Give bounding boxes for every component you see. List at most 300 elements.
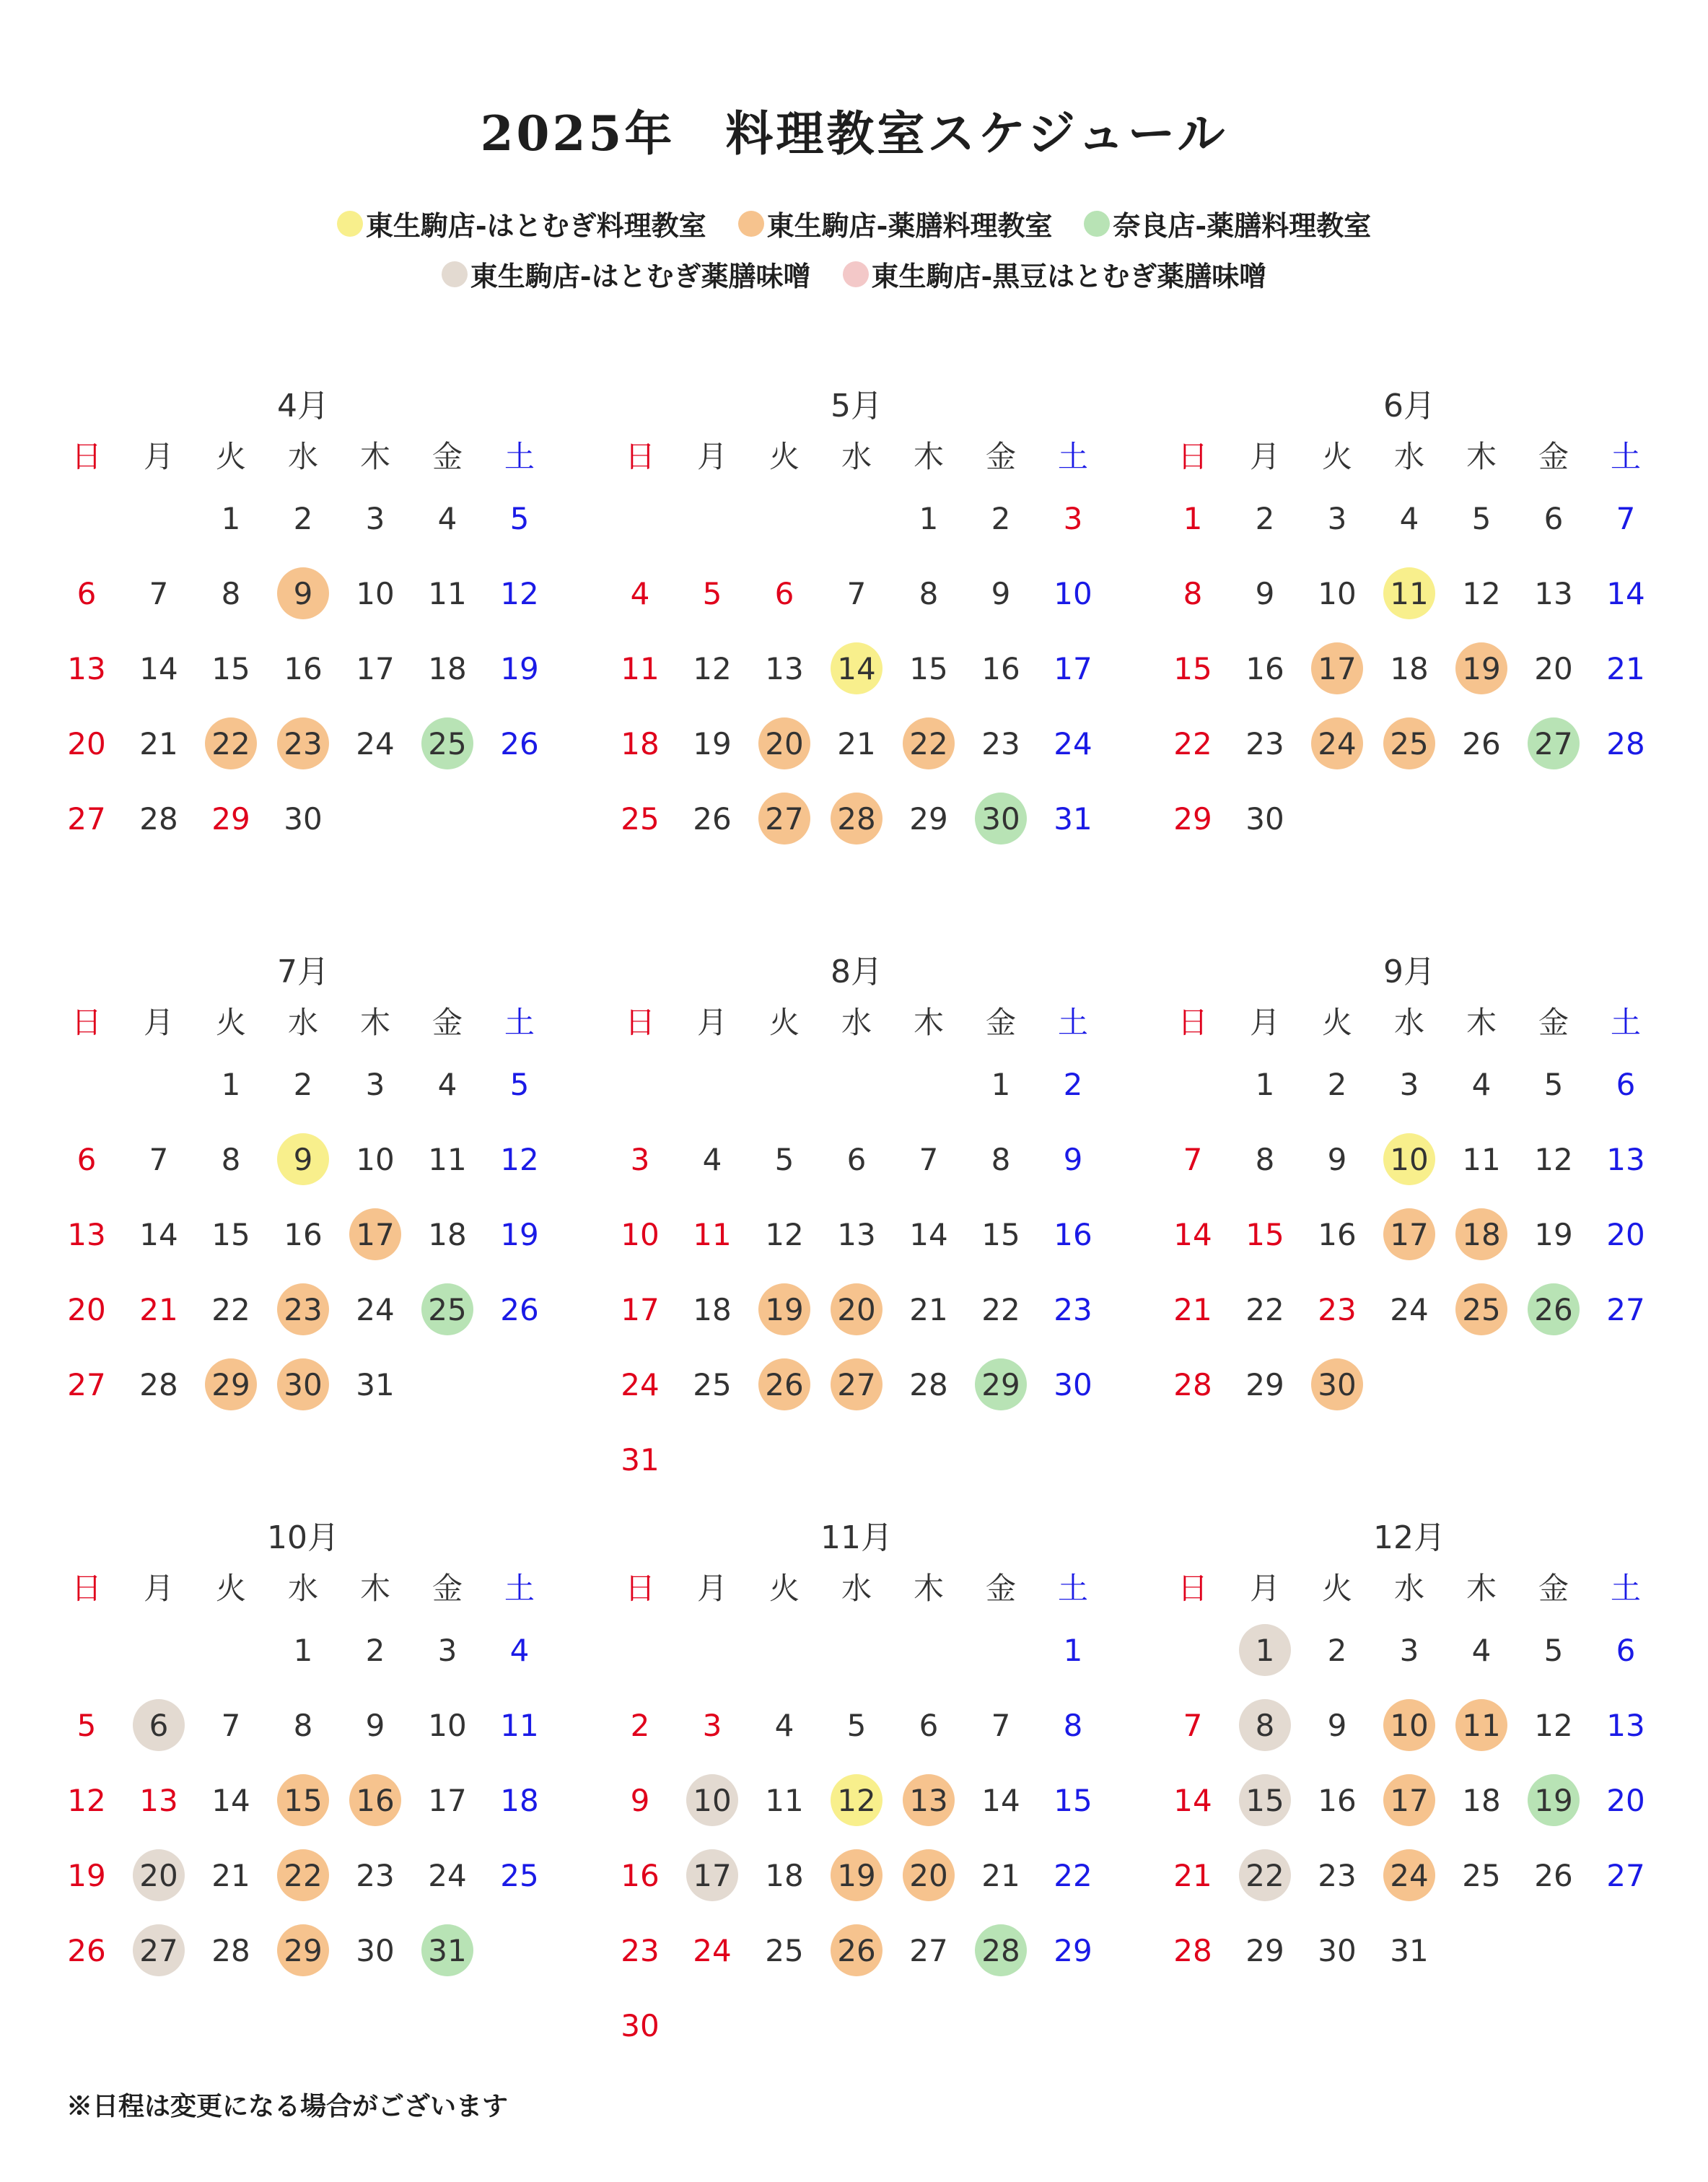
day-number: 20: [1534, 650, 1573, 686]
day-number: 1: [991, 1066, 1011, 1102]
day-cell: [1037, 781, 1109, 856]
day-cell: [676, 556, 748, 631]
day-cell: [1590, 1838, 1662, 1913]
day-cell: [1518, 481, 1590, 556]
day-cell: [893, 1197, 965, 1272]
month-grid: [1157, 1561, 1662, 1988]
day-cell: [676, 1272, 748, 1347]
event-day-marker: 27: [831, 1358, 883, 1410]
day-cell: [1373, 1763, 1445, 1838]
day-cell: [195, 1913, 267, 1988]
day-number: 28: [1606, 725, 1645, 761]
day-cell: [267, 1838, 339, 1913]
day-cell: [676, 781, 748, 856]
day-cell: [411, 706, 483, 781]
day-cell: [339, 1913, 411, 1988]
event-day-marker: 20: [758, 717, 810, 769]
day-cell: [1157, 1122, 1229, 1197]
day-number: 21: [1606, 650, 1645, 686]
day-cell: [893, 631, 965, 706]
day-cell: [195, 1272, 267, 1347]
day-cell: [965, 631, 1037, 706]
day-cell: [123, 1197, 195, 1272]
day-number: 6: [1616, 1066, 1636, 1102]
legend-label: 東生駒店-はとむぎ薬膳味噌: [470, 260, 811, 292]
day-number: 25: [621, 800, 660, 837]
footnote: ※日程は変更になる場合がございます: [66, 2091, 509, 2121]
day-number: 10: [428, 1707, 467, 1743]
day-cell: [965, 1347, 1037, 1422]
day-cell: [676, 1347, 748, 1422]
day-cell: [51, 1347, 123, 1422]
day-number: 26: [67, 1932, 106, 1968]
day-cell: [411, 1688, 483, 1763]
day-cell: [1373, 631, 1445, 706]
event-day-marker: 11: [1455, 1699, 1507, 1751]
day-number: 22: [1173, 725, 1212, 761]
day-cell: [339, 1197, 411, 1272]
day-cell: [604, 1913, 676, 1988]
day-number: 26: [500, 1291, 539, 1327]
event-day-marker: 11: [1383, 567, 1435, 619]
page-title: 2025年 料理教室スケジュール: [480, 105, 1228, 162]
event-day-marker: 28: [831, 793, 883, 845]
day-cell: [51, 1838, 123, 1913]
empty-cell: [123, 1047, 195, 1122]
day-number: 8: [293, 1707, 313, 1743]
empty-cell: [51, 481, 123, 556]
day-cell: [483, 1122, 556, 1197]
event-day-marker: 25: [1383, 717, 1435, 769]
month-title: 8月: [831, 953, 883, 990]
day-number: 11: [500, 1707, 539, 1743]
month-calendar: [51, 946, 556, 1402]
day-number: 16: [621, 1857, 660, 1893]
day-cell: [483, 1838, 556, 1913]
day-number: 15: [1173, 650, 1212, 686]
day-number: 28: [139, 1366, 178, 1402]
day-cell: [195, 1122, 267, 1197]
day-number: 19: [67, 1857, 106, 1893]
day-cell: [1518, 1122, 1590, 1197]
day-cell: [267, 1913, 339, 1988]
day-cell: [965, 781, 1037, 856]
day-number: 7: [991, 1707, 1011, 1743]
weekday-header: 金: [985, 1005, 1016, 1040]
day-cell: [965, 1272, 1037, 1347]
empty-cell: [123, 1613, 195, 1688]
day-number: 1: [221, 500, 241, 536]
day-number: 19: [500, 650, 539, 686]
day-cell: [195, 781, 267, 856]
day-cell: [1373, 1613, 1445, 1688]
day-cell: [1590, 1122, 1662, 1197]
day-cell: [51, 1913, 123, 1988]
event-day-marker: 17: [1311, 642, 1363, 694]
day-cell: [483, 1763, 556, 1838]
day-cell: [676, 1763, 748, 1838]
day-number: 13: [1534, 575, 1573, 611]
day-number: 24: [428, 1857, 467, 1893]
month-title: 7月: [277, 953, 329, 990]
day-cell: [820, 1688, 893, 1763]
weekday-header: 火: [215, 1571, 246, 1606]
day-number: 18: [693, 1291, 732, 1327]
day-number: 8: [1063, 1707, 1083, 1743]
day-cell: [748, 1122, 820, 1197]
day-cell: [267, 1122, 339, 1197]
day-number: 10: [621, 1216, 660, 1252]
legend-dot-icon: [1084, 211, 1110, 237]
day-number: 26: [1534, 1857, 1573, 1893]
weekday-header: 土: [1057, 439, 1088, 474]
weekday-header: 月: [1249, 439, 1280, 474]
event-day-marker: 8: [1239, 1699, 1291, 1751]
legend-label: 東生駒店-黒豆はとむぎ薬膳味噌: [871, 260, 1267, 292]
day-cell: [1229, 1272, 1301, 1347]
day-cell: [483, 1197, 556, 1272]
day-cell: [339, 1838, 411, 1913]
day-cell: [51, 1763, 123, 1838]
day-number: 4: [509, 1632, 530, 1668]
day-cell: [1037, 1122, 1109, 1197]
day-number: 14: [981, 1782, 1020, 1818]
day-cell: [1037, 1913, 1109, 1988]
day-cell: [195, 1688, 267, 1763]
day-cell: [1373, 1272, 1445, 1347]
event-day-marker: 27: [1528, 717, 1580, 769]
day-number: 4: [774, 1707, 794, 1743]
empty-cell: [604, 1613, 676, 1688]
event-day-marker: 26: [831, 1924, 883, 1976]
month-grid: [51, 429, 556, 856]
day-cell: [339, 1272, 411, 1347]
day-number: 22: [211, 1291, 250, 1327]
day-number: 5: [774, 1141, 794, 1177]
month-grid: [604, 1561, 1109, 2063]
day-number: 12: [1534, 1707, 1573, 1743]
day-number: 17: [356, 650, 395, 686]
day-number: 23: [1318, 1291, 1357, 1327]
weekday-header: 水: [841, 439, 872, 474]
weekday-header: 水: [1393, 1571, 1424, 1606]
day-cell: [123, 1688, 195, 1763]
day-number: 23: [621, 1932, 660, 1968]
day-number: 14: [909, 1216, 948, 1252]
day-number: 6: [1616, 1632, 1636, 1668]
weekday-header: 日: [624, 439, 655, 474]
day-cell: [1301, 1122, 1373, 1197]
day-number: 5: [1543, 1632, 1564, 1668]
day-number: 12: [500, 575, 539, 611]
weekday-header: 木: [1466, 1005, 1497, 1040]
day-number: 13: [1606, 1707, 1645, 1743]
event-day-marker: 16: [349, 1774, 401, 1826]
day-cell: [1373, 1838, 1445, 1913]
weekday-header: 月: [143, 1571, 174, 1606]
event-day-marker: 13: [903, 1774, 955, 1826]
day-cell: [893, 556, 965, 631]
legend-label: 東生駒店-薬膳料理教室: [766, 209, 1053, 242]
day-number: 7: [221, 1707, 241, 1743]
day-cell: [893, 1913, 965, 1988]
day-number: 14: [139, 1216, 178, 1252]
day-cell: [51, 1688, 123, 1763]
day-cell: [1373, 706, 1445, 781]
day-cell: [411, 1913, 483, 1988]
day-cell: [411, 481, 483, 556]
day-number: 13: [67, 1216, 106, 1252]
day-cell: [1518, 1613, 1590, 1688]
day-number: 21: [1173, 1291, 1212, 1327]
weekday-header: 火: [1321, 1571, 1352, 1606]
legend-item: [1084, 204, 1371, 243]
weekday-header: 土: [1610, 1571, 1641, 1606]
day-number: 7: [149, 1141, 169, 1177]
day-cell: [1373, 1197, 1445, 1272]
day-number: 29: [1245, 1366, 1284, 1402]
day-cell: [820, 556, 893, 631]
event-day-marker: 12: [831, 1774, 883, 1826]
event-day-marker: 18: [1455, 1208, 1507, 1260]
day-cell: [195, 556, 267, 631]
day-number: 6: [919, 1707, 939, 1743]
day-cell: [1518, 1047, 1590, 1122]
weekday-header: 月: [143, 439, 174, 474]
day-number: 14: [139, 650, 178, 686]
day-cell: [893, 781, 965, 856]
empty-cell: [893, 1613, 965, 1688]
weekday-header: 火: [768, 439, 800, 474]
weekday-header: 木: [913, 1571, 944, 1606]
empty-cell: [604, 481, 676, 556]
event-day-marker: 22: [277, 1849, 329, 1901]
day-cell: [411, 1047, 483, 1122]
legend-dot-icon: [442, 261, 468, 287]
day-cell: [483, 556, 556, 631]
day-cell: [748, 1347, 820, 1422]
empty-cell: [893, 1047, 965, 1122]
day-cell: [893, 1272, 965, 1347]
event-day-marker: 19: [831, 1849, 883, 1901]
event-day-marker: 30: [975, 793, 1027, 845]
day-cell: [411, 1197, 483, 1272]
day-number: 14: [1173, 1782, 1212, 1818]
day-cell: [1157, 556, 1229, 631]
day-number: 18: [428, 650, 467, 686]
day-number: 21: [139, 725, 178, 761]
day-number: 9: [991, 575, 1011, 611]
day-number: 16: [981, 650, 1020, 686]
weekday-header: 日: [71, 1005, 102, 1040]
day-cell: [1373, 1913, 1445, 1988]
weekday-header: 日: [1177, 1571, 1208, 1606]
day-cell: [1590, 706, 1662, 781]
empty-cell: [123, 481, 195, 556]
day-cell: [339, 1763, 411, 1838]
day-cell: [267, 1197, 339, 1272]
day-cell: [1590, 1272, 1662, 1347]
day-number: 24: [1390, 1291, 1429, 1327]
weekday-header: 木: [1466, 439, 1497, 474]
weekday-header: 月: [1249, 1571, 1280, 1606]
day-number: 23: [981, 725, 1020, 761]
day-number: 27: [67, 800, 106, 837]
day-cell: [748, 1763, 820, 1838]
month-calendar: [604, 1511, 1109, 2043]
month-calendar: [51, 380, 556, 837]
day-cell: [1518, 1197, 1590, 1272]
weekday-header: 水: [1393, 1005, 1424, 1040]
day-number: 19: [500, 1216, 539, 1252]
legend-item: [738, 204, 1053, 243]
day-number: 13: [67, 650, 106, 686]
day-number: 19: [1534, 1216, 1573, 1252]
weekday-header: 土: [504, 439, 535, 474]
day-cell: [1229, 706, 1301, 781]
weekday-header: 日: [71, 1571, 102, 1606]
day-cell: [965, 1197, 1037, 1272]
day-number: 3: [1399, 1066, 1419, 1102]
weekday-header: 木: [913, 1005, 944, 1040]
day-cell: [1229, 481, 1301, 556]
weekday-header: 土: [504, 1571, 535, 1606]
day-cell: [965, 1688, 1037, 1763]
day-number: 12: [67, 1782, 106, 1818]
month-grid: [1157, 429, 1662, 856]
month-calendar: [604, 946, 1109, 1478]
day-cell: [748, 781, 820, 856]
day-number: 2: [293, 500, 313, 536]
day-number: 26: [693, 800, 732, 837]
day-number: 6: [846, 1141, 867, 1177]
day-cell: [1157, 1272, 1229, 1347]
day-number: 4: [1471, 1632, 1492, 1668]
day-number: 12: [500, 1141, 539, 1177]
month-grid: [604, 995, 1109, 1497]
weekday-header: 金: [432, 439, 463, 474]
day-cell: [893, 1838, 965, 1913]
weekday-header: 水: [1393, 439, 1424, 474]
day-cell: [604, 706, 676, 781]
day-cell: [1301, 1347, 1373, 1422]
empty-cell: [1157, 1047, 1229, 1122]
day-cell: [820, 781, 893, 856]
day-number: 16: [1054, 1216, 1092, 1252]
day-number: 28: [211, 1932, 250, 1968]
day-cell: [1229, 781, 1301, 856]
day-number: 30: [1245, 800, 1284, 837]
legend-row: [0, 204, 1708, 243]
day-cell: [1518, 706, 1590, 781]
day-number: 24: [693, 1932, 732, 1968]
day-number: 7: [1183, 1141, 1203, 1177]
day-cell: [1037, 1197, 1109, 1272]
day-number: 2: [1063, 1066, 1083, 1102]
day-cell: [1037, 1613, 1109, 1688]
day-cell: [604, 556, 676, 631]
day-number: 18: [1462, 1782, 1501, 1818]
day-cell: [1157, 781, 1229, 856]
day-cell: [1445, 1688, 1518, 1763]
day-number: 14: [211, 1782, 250, 1818]
day-cell: [1229, 1347, 1301, 1422]
day-number: 30: [1318, 1932, 1357, 1968]
day-cell: [267, 1613, 339, 1688]
day-cell: [411, 1763, 483, 1838]
day-number: 8: [221, 575, 241, 611]
weekday-header: 月: [696, 1571, 727, 1606]
day-cell: [748, 1913, 820, 1988]
day-cell: [267, 481, 339, 556]
day-cell: [1445, 1763, 1518, 1838]
day-number: 1: [1183, 500, 1203, 536]
day-cell: [267, 631, 339, 706]
weekday-header: 火: [215, 439, 246, 474]
weekday-header: 金: [985, 439, 1016, 474]
day-number: 27: [1606, 1291, 1645, 1327]
day-cell: [483, 706, 556, 781]
day-cell: [195, 1838, 267, 1913]
day-number: 5: [1471, 500, 1492, 536]
day-cell: [820, 1763, 893, 1838]
day-cell: [1301, 556, 1373, 631]
day-number: 21: [211, 1857, 250, 1893]
day-cell: [51, 556, 123, 631]
event-day-marker: 14: [831, 642, 883, 694]
day-cell: [267, 706, 339, 781]
day-cell: [1518, 1763, 1590, 1838]
day-cell: [1037, 631, 1109, 706]
empty-cell: [820, 481, 893, 556]
month-title: 9月: [1383, 953, 1435, 990]
event-day-marker: 25: [421, 717, 473, 769]
day-number: 10: [356, 575, 395, 611]
day-number: 31: [356, 1366, 395, 1402]
day-cell: [339, 1347, 411, 1422]
day-cell: [820, 1838, 893, 1913]
weekday-header: 木: [1466, 1571, 1497, 1606]
empty-cell: [748, 481, 820, 556]
day-cell: [1229, 631, 1301, 706]
event-day-marker: 9: [277, 1133, 329, 1185]
day-cell: [339, 706, 411, 781]
day-cell: [1373, 481, 1445, 556]
day-number: 25: [693, 1366, 732, 1402]
weekday-header: 金: [432, 1571, 463, 1606]
day-number: 2: [630, 1707, 650, 1743]
empty-cell: [676, 1047, 748, 1122]
weekday-header: 土: [504, 1005, 535, 1040]
day-cell: [1373, 1122, 1445, 1197]
day-cell: [604, 1688, 676, 1763]
day-number: 10: [1054, 575, 1092, 611]
day-number: 20: [67, 725, 106, 761]
day-number: 11: [765, 1782, 804, 1818]
event-day-marker: 20: [133, 1849, 185, 1901]
day-cell: [1157, 631, 1229, 706]
day-cell: [339, 1047, 411, 1122]
day-number: 28: [1173, 1932, 1212, 1968]
day-cell: [820, 631, 893, 706]
day-number: 11: [428, 1141, 467, 1177]
event-day-marker: 24: [1311, 717, 1363, 769]
month-grid: [51, 995, 556, 1422]
weekday-header: 木: [359, 1571, 390, 1606]
day-cell: [1590, 1197, 1662, 1272]
day-number: 12: [1462, 575, 1501, 611]
day-cell: [1590, 556, 1662, 631]
